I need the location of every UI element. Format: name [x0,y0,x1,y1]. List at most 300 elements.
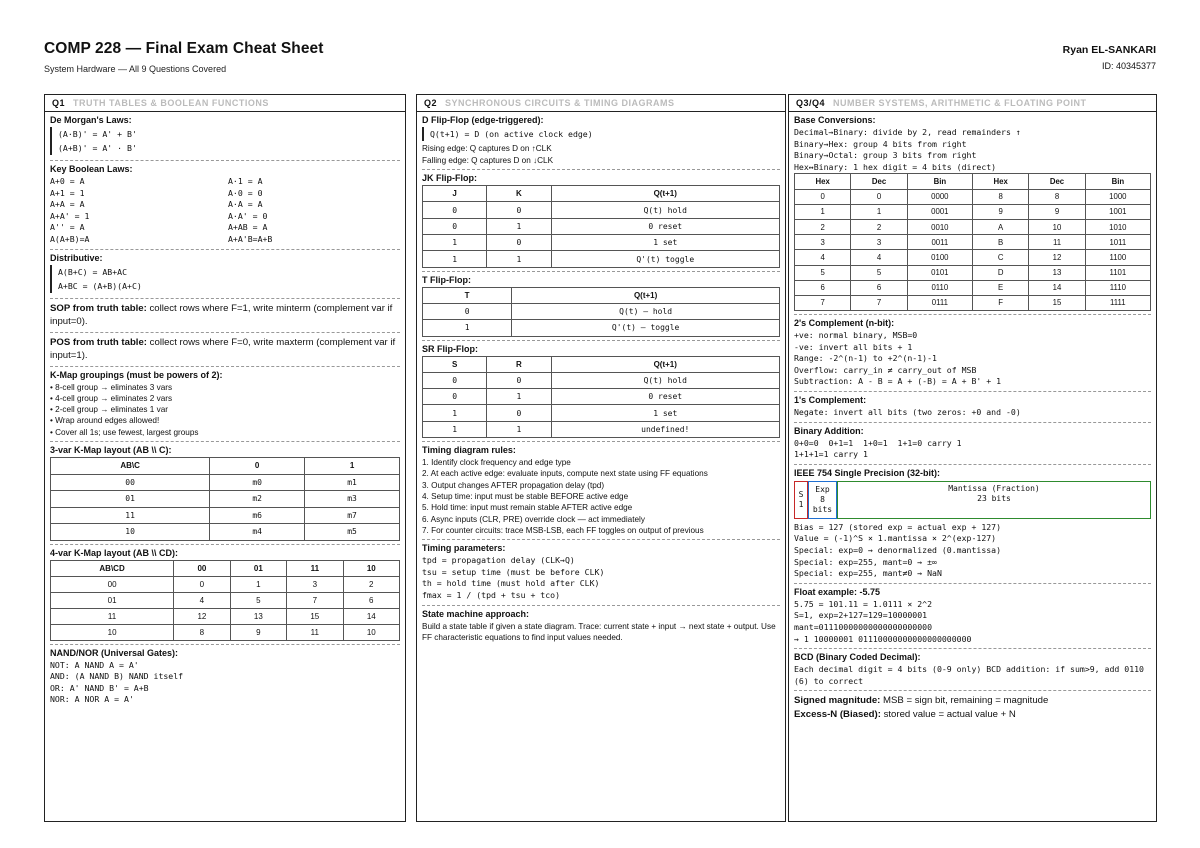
rule-item: 1. Identify clock frequency and edge type [422,458,571,468]
section-title: 4-var K-Map layout (AB \\ CD): [50,547,179,558]
table-row [51,608,400,624]
column-header: Dec [1029,174,1085,189]
law-line: A+AB = A [228,222,268,233]
column-header: AB\CD [51,560,174,576]
table-cell: 11 [51,507,210,524]
formula-line: +ve: normal binary, MSB=0 [794,330,918,341]
column-header: R [487,356,551,372]
law-line: A·0 = 0 [228,187,263,198]
excess-n-text [794,708,1151,722]
table-cell: 7 [795,295,851,310]
table-cell: 11 [1029,235,1085,250]
formula-box [50,265,400,293]
table-cell: 5 [230,592,286,608]
formula-line: Overflow: carry_in ≠ carry_out of MSB [794,364,977,375]
table-cell: m7 [305,507,400,524]
table-cell: 0 [487,202,551,218]
law-line: A·A' = 0 [228,210,268,221]
table-cell: 0 [423,218,487,234]
hex-table [794,173,1151,311]
table-header-row [423,287,780,303]
table-cell: 9 [230,624,286,640]
table-cell: 01 [51,592,174,608]
table-cell: 8 [174,624,230,640]
base-conversions-section [794,112,1151,315]
jk-table [422,185,780,267]
table-row [795,265,1151,280]
sop-text [50,302,400,329]
column-header: Bin [907,174,972,189]
question-number: Q2 [424,98,438,108]
table-cell: 15 [287,608,343,624]
column-header: T [423,287,512,303]
table-cell: 0 reset [551,218,780,234]
question-number: Q1 [52,98,66,108]
section-title: Distributive: [50,252,103,263]
table-cell: 1 [423,251,487,267]
section-title: 3-var K-Map layout (AB \\ C): [50,445,172,456]
section-title: 1's Complement: [794,395,867,406]
formula-line: Negate: invert all bits (two zeros: +0 and -0) [794,407,1021,418]
table-cell: 00 [51,576,174,592]
table-cell: 0 [423,372,487,388]
table-cell: 2 [851,219,907,234]
table-cell: 0 [423,389,487,405]
section-title: BCD (Binary Coded Decimal): [794,652,921,663]
table-cell: 6 [851,280,907,295]
rule-item: 4. Setup time: input must be stable BEFORE active edge [422,491,629,501]
formula-line: Subtraction: A - B = A + (-B) = A + B' + 1 [794,376,1002,387]
section-title: State machine approach: [422,608,530,619]
formula-line: tpd = propagation delay (CLK→Q) [422,555,575,566]
state-machine-text: Build a state table if given a state diagram. Trace: current state + input → next state + output. Use FF characteristic equations to find input values needed. [422,621,776,643]
table-cell: 1 [487,251,551,267]
table-cell: 1 [230,576,286,592]
column-header: 1 [305,458,400,475]
formula-line: Binary→Hex: group 4 bits from right [794,138,967,149]
table-cell: 0000 [907,189,972,204]
table-cell: 15 [1029,295,1085,310]
binary-addition-section [794,423,1151,465]
nand-nor-section [50,645,400,709]
section-title: Key Boolean Laws: [50,164,133,174]
table-row [423,389,780,405]
section-title: IEEE 754 Single Precision (32-bit): [794,467,941,478]
exponent-label: Exp [815,484,830,494]
table-cell: 12 [1029,250,1085,265]
formula-line: Binary→Octal: group 3 bits from right [794,150,977,161]
sr-table [422,356,780,438]
table-cell: 1 [851,204,907,219]
table-cell: 0 [487,405,551,421]
column-title: SYNCHRONOUS CIRCUITS & TIMING DIAGRAMS [445,98,675,108]
formula-line: th = hold time (must hold after CLK) [422,578,600,589]
table-cell: 5 [851,265,907,280]
table-cell: 1 set [551,235,780,251]
column-q3-q4 [788,94,1157,822]
table-cell: 1 [423,421,487,437]
student-id: ID: 40345377 [1101,61,1156,71]
section-title: 2's Complement (n-bit): [794,318,895,329]
table-cell: 9 [972,204,1028,219]
table-cell: m2 [210,491,305,508]
column-header: 00 [174,560,230,576]
formula-line: (A·B)' = A' + B' [58,129,137,139]
bcd-section [794,649,1151,691]
table-row [795,219,1151,234]
sign-label: S [798,489,804,499]
column-header: AB\C [51,458,210,475]
jk-flipflop-section [422,170,780,271]
sop-label: SOP from truth table: [50,302,147,314]
section-title: T Flip-Flop: [422,274,471,285]
table-cell: 1 [423,320,512,336]
law-line: A+A = A [50,199,85,210]
section-title: NAND/NOR (Universal Gates): [50,647,179,658]
table-cell: 1 set [551,405,780,421]
table-row [51,507,400,524]
author-name: Ryan EL-SANKARI [1062,44,1156,56]
column-header: Bin [1085,174,1150,189]
formula-line: Special: exp=255, mant≠0 → NaN [794,568,942,579]
formula-line: S=1, exp=2+127=129=10000001 [794,610,928,621]
page-header [44,40,1156,84]
pos-label: POS from truth table: [50,336,148,348]
table-cell: 0 [795,189,851,204]
rule-item: 3. Output changes AFTER propagation delay (tpd) [422,480,605,490]
table-cell: 1 [795,204,851,219]
table-cell: 0110 [907,280,972,295]
table-row [423,372,780,388]
signed-label: Signed magnitude: [794,695,881,707]
exponent-bits: 8 [820,494,825,504]
formula-line: → 1 10000001 01110000000000000000000 [794,633,972,644]
table-cell: 6 [795,280,851,295]
sr-flipflop-section [422,341,780,442]
formula-line: A(B+C) = AB+AC [58,266,128,277]
formula-line: NOR: A NOR A = A' [50,694,134,705]
rule-item: 7. For counter circuits: trace MSB-LSB, each FF toggles on output of previous [422,525,704,535]
table-row [795,280,1151,295]
page-subtitle: System Hardware — All 9 Questions Covered [44,64,227,74]
section-title: Timing parameters: [422,543,506,554]
table-cell: C [972,250,1028,265]
table-row [51,624,400,640]
table-cell: 0011 [907,235,972,250]
ieee754-section [794,465,1151,584]
formula-box [50,127,400,155]
table-cell: 0 [174,576,230,592]
formula-line: 1+1+1=1 carry 1 [794,449,868,460]
ones-complement-section [794,392,1151,423]
table-cell: 2 [795,219,851,234]
law-line: A(A+B)=A [50,233,90,244]
table-row [795,295,1151,310]
table-cell: 0100 [907,250,972,265]
table-cell: D [972,265,1028,280]
table-cell: Q(t) hold [551,202,780,218]
table-row [423,320,780,336]
table-cell: 2 [343,576,399,592]
formula-line: mant=01110000000000000000000 [794,621,933,632]
table-cell: m5 [305,524,400,541]
table-row [51,592,400,608]
table-cell: 10 [1029,219,1085,234]
column-q2 [416,94,786,822]
table-cell: 0 reset [551,389,780,405]
distributive-section [50,250,400,299]
timing-rules-section [422,442,780,540]
kmap-groupings-section [50,367,400,442]
formula-box [422,127,780,141]
float-example-section [794,584,1151,649]
table-cell: m3 [305,491,400,508]
table-cell: 3 [287,576,343,592]
signed-magnitude-text [794,694,1151,708]
formula-line: fmax = 1 / (tpd + tsu + tco) [422,589,561,600]
table-row [423,405,780,421]
mantissa-bits: 23 bits [977,493,1011,503]
t-table [422,287,780,337]
table-cell: 3 [851,235,907,250]
column-q1 [44,94,406,822]
kmap4-table [50,560,400,641]
section-title: JK Flip-Flop: [422,173,477,184]
table-header-row [423,186,780,202]
column-header: 01 [230,560,286,576]
column-header: Q(t+1) [551,356,780,372]
sop-body: collect rows where F=1, write minterm (complement var if input=0). [50,302,393,328]
table-cell: 8 [972,189,1028,204]
column-header: Hex [795,174,851,189]
bullet-item: • 4-cell group → eliminates 2 vars [50,393,173,403]
table-header-row [423,356,780,372]
section-title: K-Map groupings (must be powers of 2): [50,369,223,380]
formula-line: NOT: A NAND A = A' [50,659,139,670]
table-cell: 1 [423,235,487,251]
table-cell: 5 [795,265,851,280]
column-header: 0 [210,458,305,475]
formula-line: Decimal→Binary: divide by 2, read remainders ↑ [794,127,1021,137]
bullet-item: • Wrap around edges allowed! [50,416,160,426]
pos-text [50,336,400,363]
table-row [51,576,400,592]
sign-bits: 1 [798,499,804,509]
table-cell: 7 [287,592,343,608]
column-header: 10 [343,560,399,576]
table-cell: 14 [343,608,399,624]
question-number: Q3/Q4 [796,98,826,108]
table-cell: 1110 [1085,280,1150,295]
table-row [795,250,1151,265]
bullet-item: • 2-cell group → eliminates 1 var [50,405,168,415]
formula-line: Special: exp=255, mant=0 → ±∞ [794,556,937,567]
table-header-row [51,458,400,475]
column-header: Q(t+1) [551,186,780,202]
table-cell: 0 [423,303,512,319]
section-title: D Flip-Flop (edge-triggered): [422,115,544,125]
d-flipflop-section [422,112,780,170]
table-cell: undefined! [551,421,780,437]
formula-line: Range: -2^(n-1) to +2^(n-1)-1 [794,353,937,364]
laws-grid [50,176,400,246]
law-line: A+0 = A [50,176,85,186]
table-cell: 0101 [907,265,972,280]
table-cell: 7 [851,295,907,310]
column-header: 11 [287,560,343,576]
section-title: Float example: -5.75 [794,586,881,597]
table-cell: Q(t) — hold [512,303,780,319]
column-heading [45,95,405,112]
table-cell: 14 [1029,280,1085,295]
boolean-laws-section [50,161,400,250]
table-row [795,189,1151,204]
mantissa-label: Mantissa (Fraction) [948,483,1040,493]
table-cell: 3 [795,235,851,250]
table-cell: 01 [51,491,210,508]
table-cell: 12 [174,608,230,624]
table-row [423,251,780,267]
table-row [423,218,780,234]
table-cell: 8 [1029,189,1085,204]
signed-excess-section [794,691,1151,724]
column-title: NUMBER SYSTEMS, ARITHMETIC & FLOATING POINT [833,98,1087,108]
section-title: Base Conversions: [794,115,876,125]
table-cell: E [972,280,1028,295]
table-cell: 1 [423,405,487,421]
formula-line: (A+B)' = A' · B' [58,143,137,153]
table-cell: 10 [343,624,399,640]
formula-line: AND: (A NAND B) NAND itself [50,671,184,682]
exponent-unit: bits [812,504,833,514]
table-cell: 9 [1029,204,1085,219]
kmap4-section [50,545,400,645]
law-line: A·A = A [228,199,263,210]
table-cell: 0 [851,189,907,204]
bullet-item: • 8-cell group → eliminates 3 vars [50,382,173,392]
table-cell: 1 [487,218,551,234]
table-cell: 0 [487,235,551,251]
table-cell: A [972,219,1028,234]
signed-body: MSB = sign bit, remaining = magnitude [880,695,1049,707]
law-line: A+1 = 1 [50,187,85,198]
rule-item: 2. At each active edge: evaluate inputs, compute next state using FF equations [422,469,708,479]
table-cell: 1000 [1085,189,1150,204]
falling-edge-note: Falling edge: Q captures D on ↓CLK [422,155,554,165]
column-header: Dec [851,174,907,189]
formula-line: A+BC = (A+B)(A+C) [58,280,142,291]
table-cell: 1011 [1085,235,1150,250]
table-cell: 0001 [907,204,972,219]
table-cell: B [972,235,1028,250]
timing-params-section [422,540,780,605]
table-header-row [51,560,400,576]
column-title: TRUTH TABLES & BOOLEAN FUNCTIONS [73,98,269,108]
table-cell: F [972,295,1028,310]
exponent-box [808,481,837,519]
excess-label: Excess-N (Biased): [794,708,881,720]
rule-item: 6. Async inputs (CLR, PRE) override clock — act immediately [422,514,645,524]
column-header: Q(t+1) [512,287,780,303]
pos-body: collect rows where F=0, write maxterm (complement var if input=1). [50,336,396,362]
table-cell: 00 [51,474,210,491]
table-cell: 1 [487,389,551,405]
table-cell: 1010 [1085,219,1150,234]
section-title: Binary Addition: [794,425,864,436]
formula-line: Hex↔Binary: 1 hex digit = 4 bits (direct) [794,161,997,172]
law-line: A+A'B=A+B [228,233,273,244]
section-title: SR Flip-Flop: [422,343,478,354]
kmap3-table [50,457,400,541]
law-line: A'' = A [50,222,85,233]
table-cell: 0010 [907,219,972,234]
formula-line: 0+0=0 0+1=1 1+0=1 1+1=0 carry 1 [794,437,962,448]
formula-line: Bias = 127 (stored exp = actual exp + 127) [794,521,1002,532]
twos-complement-section [794,315,1151,392]
excess-body: stored value = actual value + N [880,708,1016,720]
formula-line: Special: exp=0 → denormalized (0.mantissa) [794,545,1002,555]
table-cell: 4 [795,250,851,265]
table-cell: Q'(t) toggle [551,251,780,267]
table-row [51,474,400,491]
sign-bit-box [794,481,808,519]
table-cell: 1101 [1085,265,1150,280]
column-heading [417,95,785,112]
table-cell: 4 [174,592,230,608]
rule-item: 5. Hold time: input must remain stable AFTER active edge [422,503,633,513]
table-cell: 11 [287,624,343,640]
table-row [423,235,780,251]
table-cell: Q(t) hold [551,372,780,388]
formula-line: Q(t+1) = D (on active clock edge) [430,129,593,139]
table-cell: m0 [210,474,305,491]
table-cell: 1 [487,421,551,437]
table-row [51,524,400,541]
column-header: K [487,186,551,202]
page-title: COMP 228 — Final Exam Cheat Sheet [44,40,324,57]
table-cell: m1 [305,474,400,491]
kmap3-section [50,442,400,545]
column-header: J [423,186,487,202]
demorgan-section [50,112,400,161]
table-cell: 4 [851,250,907,265]
table-cell: 1100 [1085,250,1150,265]
pos-section [50,333,400,367]
table-cell: 10 [51,524,210,541]
mantissa-box [837,481,1151,519]
table-cell: 11 [51,608,174,624]
rising-edge-note: Rising edge: Q captures D on ↑CLK [422,144,552,153]
state-machine-section [422,606,780,647]
table-cell: 1111 [1085,295,1150,310]
law-line: A+A' = 1 [50,210,90,221]
table-header-row [795,174,1151,189]
section-title: Timing diagram rules: [422,445,516,456]
table-row [795,204,1151,219]
formula-line: OR: A' NAND B' = A+B [50,682,149,693]
table-cell: 13 [1029,265,1085,280]
column-heading [789,95,1156,112]
law-line: A·1 = A [228,176,263,186]
sop-section [50,299,400,333]
formula-line: Value = (-1)^S × 1.mantissa × 2^(exp-127) [794,533,997,544]
bcd-text: Each decimal digit = 4 bits (0-9 only) BCD addition: if sum>9, add 0110 (6) to correct [794,664,1144,686]
table-cell: 10 [51,624,174,640]
table-row [423,202,780,218]
column-header: Hex [972,174,1028,189]
table-cell: 1001 [1085,204,1150,219]
table-cell: Q'(t) — toggle [512,320,780,336]
